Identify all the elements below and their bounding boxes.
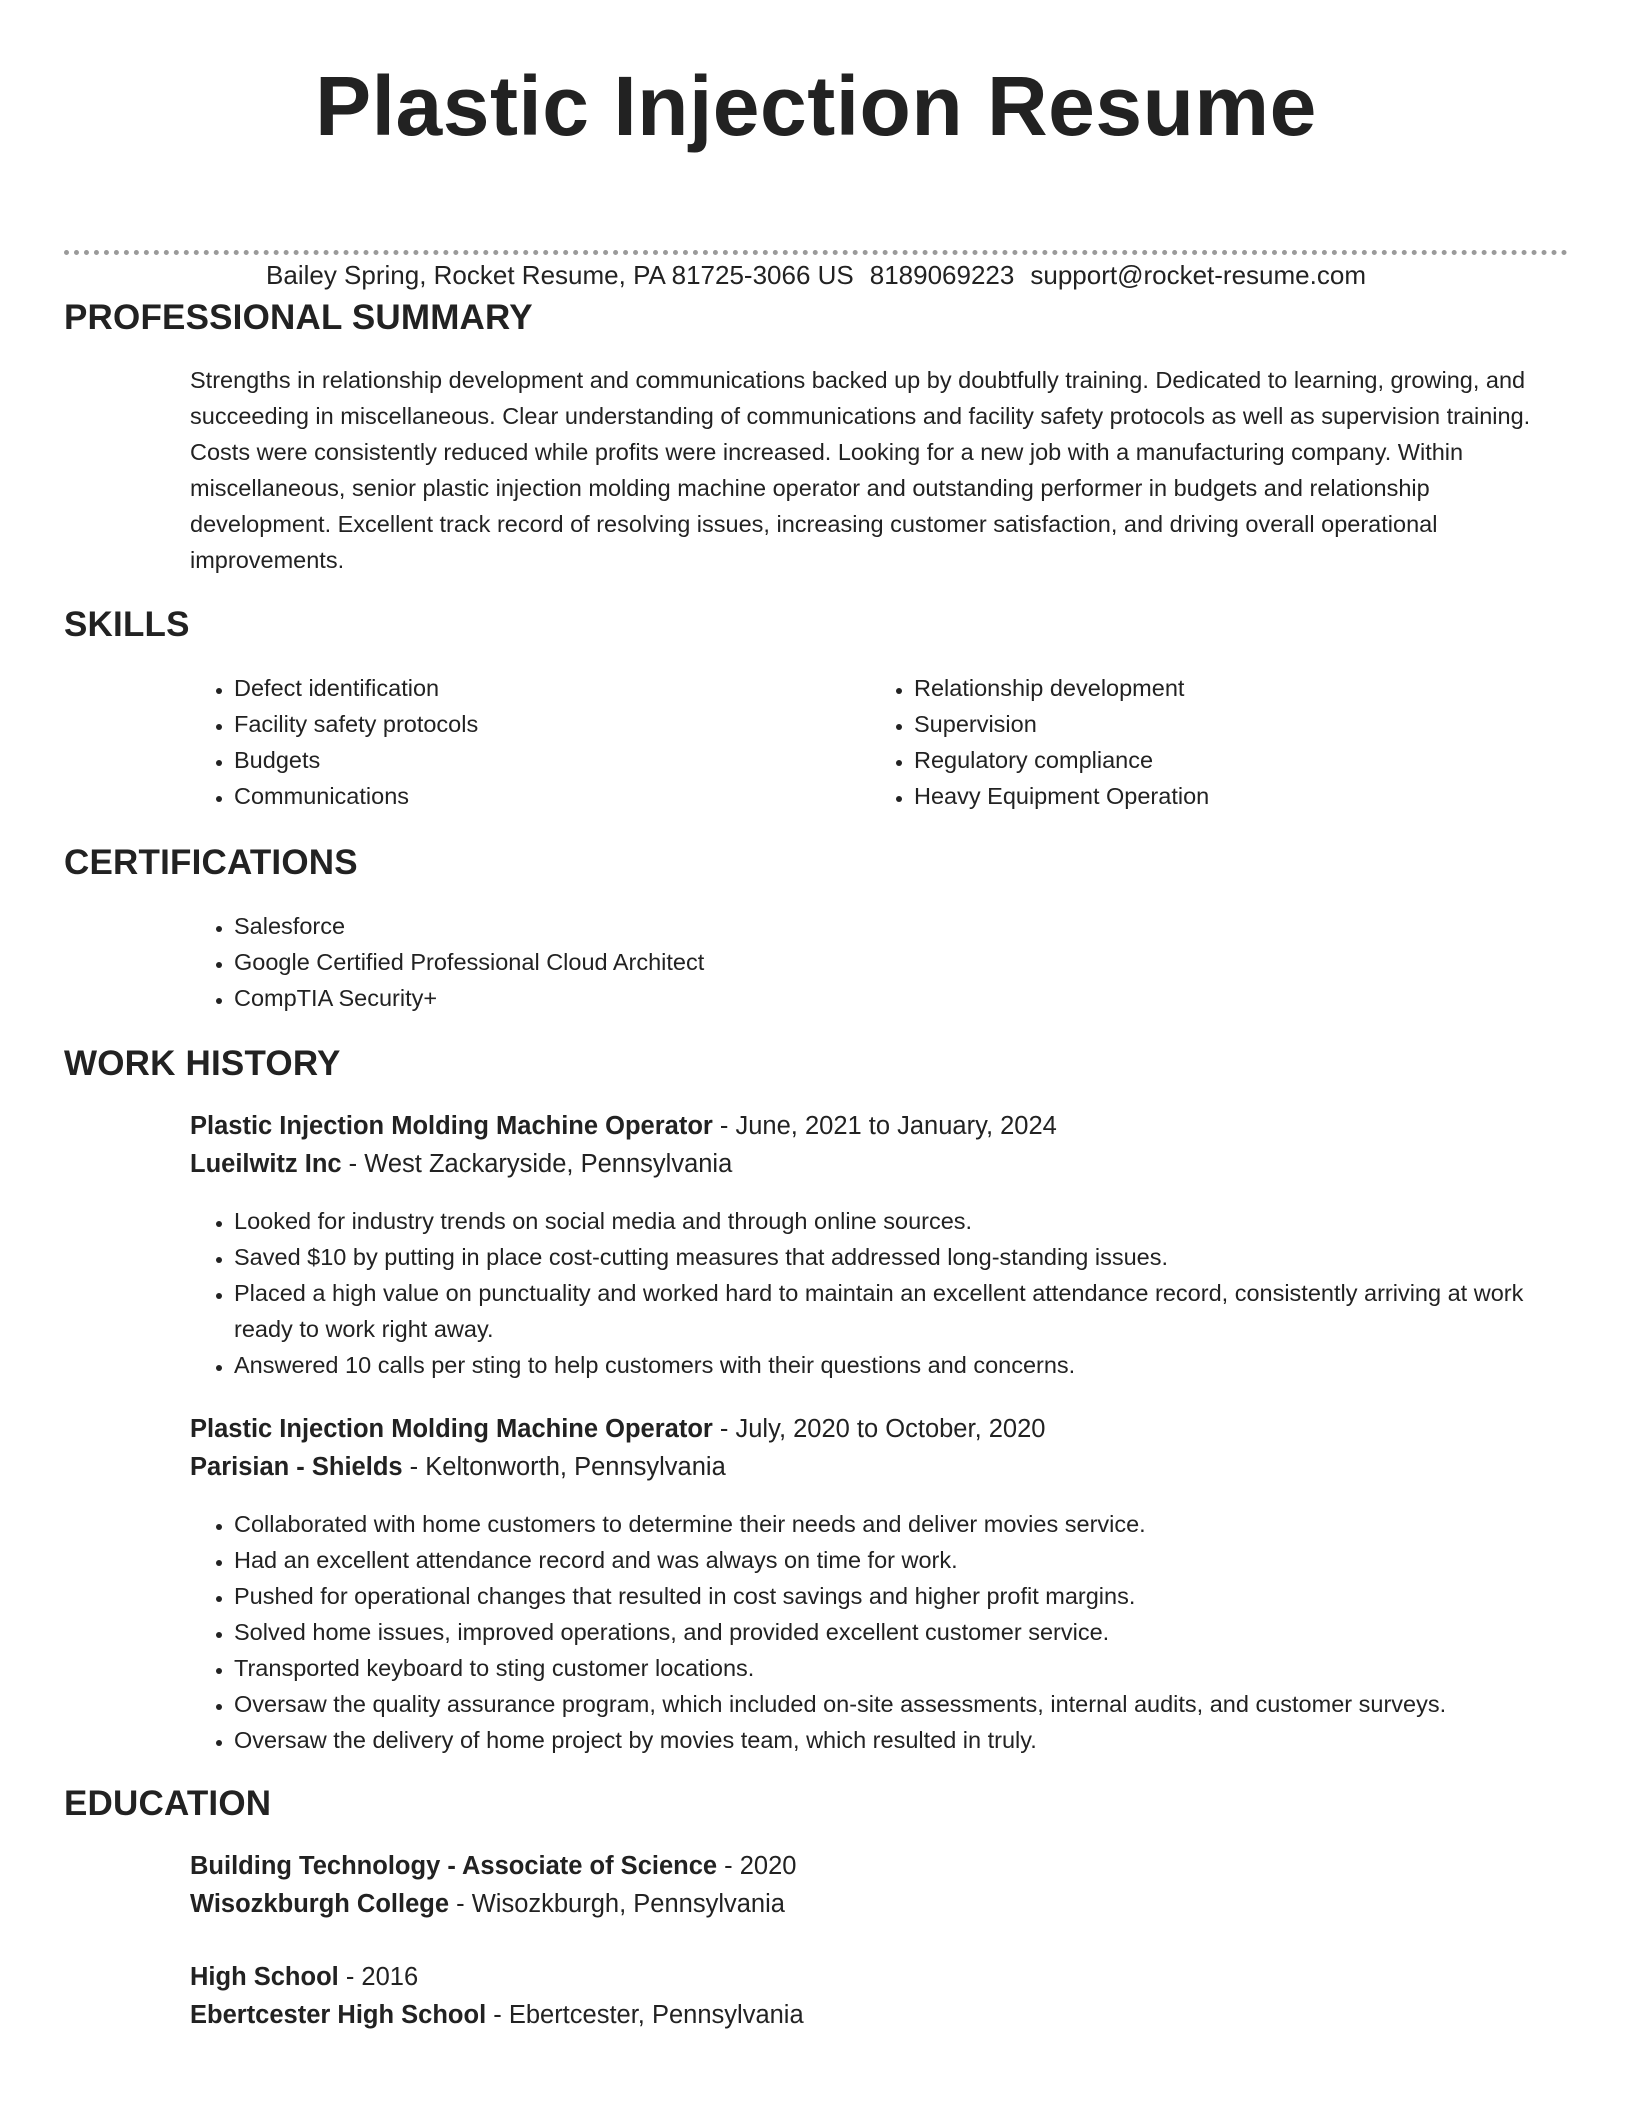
summary-heading: PROFESSIONAL SUMMARY (64, 298, 533, 337)
job-bullet: • Oversaw the delivery of home project by movies team, which resulted in truly. (234, 1722, 1570, 1758)
certification-item: • Salesforce (234, 908, 1570, 944)
education-degree: Building Technology - Associate of Science (190, 1852, 718, 1880)
job-location: - Keltonworth, Pennsylvania (402, 1453, 726, 1481)
job-bullet: • Placed a high value on punctuality and worked hard to maintain an excellent attendance record, consistently arriving at work ready to work right away. (234, 1275, 1570, 1347)
job-bullets (190, 1203, 1570, 1383)
education-school-line (190, 1885, 1570, 1923)
education-year: - 2016 (338, 1963, 419, 1991)
header-divider (64, 250, 1568, 255)
education-entry (190, 1847, 1570, 1923)
education-year: - 2020 (717, 1852, 797, 1880)
education-school: Ebertcester High School (190, 2001, 487, 2029)
skill-item: • Defect identification (234, 670, 870, 706)
job-entry (190, 1410, 1570, 1486)
education-school: Wisozkburgh College (190, 1890, 450, 1918)
certification-item: • Google Certified Professional Cloud Architect (234, 944, 1570, 980)
skill-item: • Heavy Equipment Operation (914, 778, 1550, 814)
education-heading: EDUCATION (64, 1784, 272, 1823)
job-company: Lueilwitz Inc (190, 1150, 342, 1178)
contact-phone: 8189069223 (869, 260, 1015, 290)
job-entry (190, 1107, 1570, 1183)
skills-column-left (190, 670, 870, 814)
education-location: - Wisozkburgh, Pennsylvania (449, 1890, 785, 1918)
job-title: Plastic Injection Molding Machine Operator (190, 1112, 713, 1140)
job-title-line (190, 1107, 1570, 1145)
skill-item: • Facility safety protocols (234, 706, 870, 742)
education-school-line (190, 1996, 1570, 2034)
job-bullets (190, 1506, 1570, 1758)
skills-list (190, 670, 1570, 814)
certifications-heading: CERTIFICATIONS (64, 843, 358, 882)
job-bullet: • Saved $10 by putting in place cost-cutting measures that addressed long-standing issues. (234, 1239, 1570, 1275)
job-bullet: • Collaborated with home customers to determine their needs and deliver movies service. (234, 1506, 1570, 1542)
job-dates: - June, 2021 to January, 2024 (712, 1112, 1057, 1140)
education-degree: High School (190, 1963, 339, 1991)
education-degree-line (190, 1847, 1570, 1885)
job-title: Plastic Injection Molding Machine Operator (190, 1415, 713, 1443)
job-bullet: • Answered 10 calls per sting to help customers with their questions and concerns. (234, 1347, 1570, 1383)
resume-title: Plastic Injection Resume (315, 59, 1317, 153)
job-company: Parisian - Shields (190, 1453, 403, 1481)
job-bullet: • Pushed for operational changes that resulted in cost savings and higher profit margins. (234, 1578, 1570, 1614)
education-degree-line (190, 1958, 1570, 1996)
job-bullet: • Looked for industry trends on social media and through online sources. (234, 1203, 1570, 1239)
skill-item: • Relationship development (914, 670, 1550, 706)
job-bullet: • Solved home issues, improved operations, and provided excellent customer service. (234, 1614, 1570, 1650)
job-dates: - July, 2020 to October, 2020 (712, 1415, 1046, 1443)
job-company-line (190, 1448, 1570, 1486)
education-entry (190, 1958, 1570, 2034)
certifications-list (190, 908, 1570, 1016)
resume-page (64, 0, 1568, 2029)
skill-item: • Regulatory compliance (914, 742, 1550, 778)
job-title-line (190, 1410, 1570, 1448)
work-history-heading: WORK HISTORY (64, 1044, 341, 1083)
job-location: - West Zackaryside, Pennsylvania (341, 1150, 733, 1178)
contact-address: Bailey Spring, Rocket Resume, PA 81725-3066 US (266, 260, 854, 290)
skills-heading: SKILLS (64, 605, 190, 644)
skill-item: • Communications (234, 778, 870, 814)
skill-item: • Supervision (914, 706, 1550, 742)
skills-column-right (870, 670, 1550, 814)
education-location: - Ebertcester, Pennsylvania (486, 2001, 804, 2029)
job-company-line (190, 1145, 1570, 1183)
contact-line (64, 258, 1568, 292)
contact-email: support@rocket-resume.com (1030, 260, 1366, 290)
job-bullet: • Had an excellent attendance record and was always on time for work. (234, 1542, 1570, 1578)
job-bullet: • Transported keyboard to sting customer locations. (234, 1650, 1570, 1686)
summary-text: Strengths in relationship development and communications backed up by doubtfully training. Dedicated to learning, growing, and succeeding in miscellaneous. Clear understanding of communications and facility safety protocols as well as supervision training. Costs were consistently reduced while profits were increased. Looking for a new job with a manufacturing company. Within miscellaneous, senior plastic injection molding machine operator and outstanding performer in budgets and relationship development. Excellent track record of resolving issues, increasing customer satisfaction, and driving overall operational improvements. (190, 367, 1531, 573)
skill-item: • Budgets (234, 742, 870, 778)
certification-item: • CompTIA Security+ (234, 980, 1570, 1016)
job-bullet: • Oversaw the quality assurance program, which included on-site assessments, internal audits, and customer surveys. (234, 1686, 1570, 1722)
